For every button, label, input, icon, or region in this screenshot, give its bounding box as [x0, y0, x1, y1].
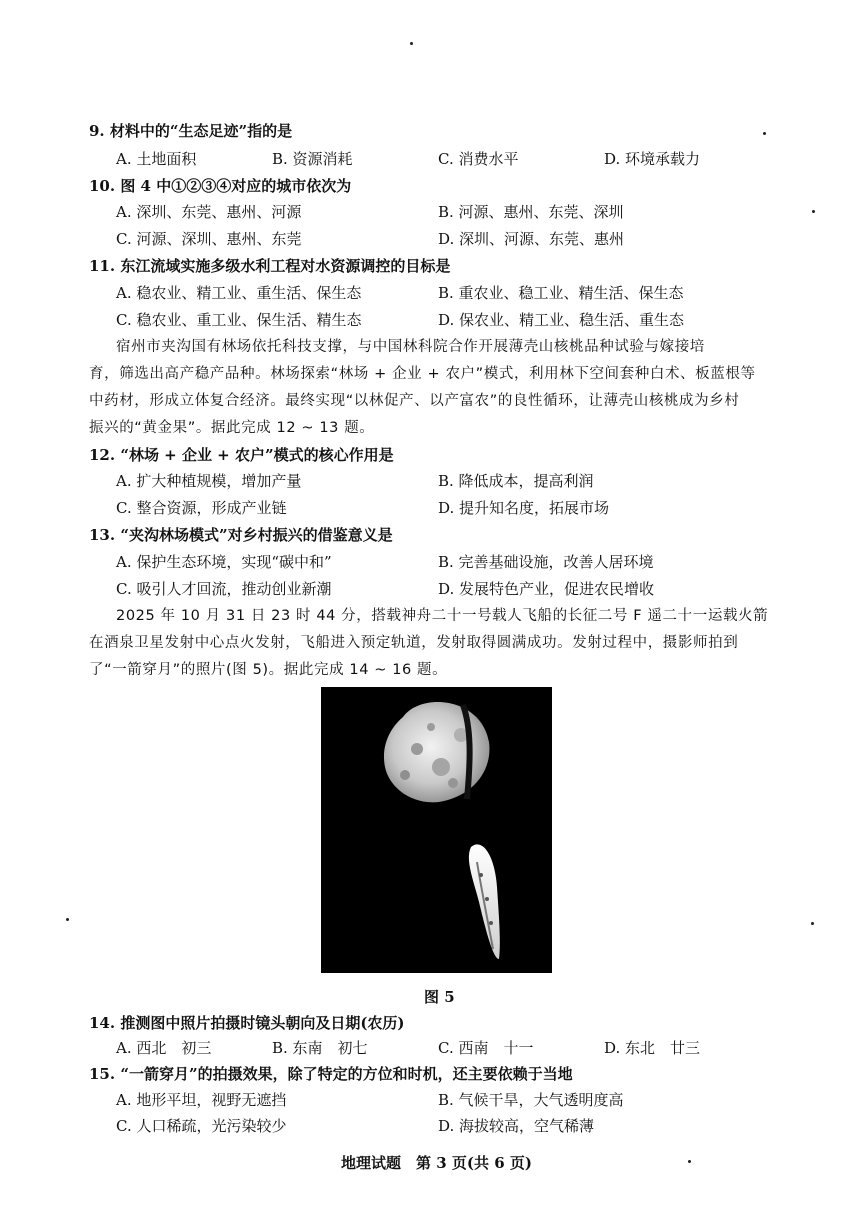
figure-5-caption: 图 5 [424, 988, 455, 1006]
scan-speck [66, 918, 69, 921]
q14-option-c: C. 西南 十一 [438, 1039, 534, 1057]
q15-option-b: B. 气候干旱，大气透明度高 [438, 1091, 624, 1109]
q14-stem: 14. 推测图中照片拍摄时镜头朝向及日期(农历) [89, 1014, 405, 1032]
q9-stem: 9. 材料中的“生态足迹”指的是 [89, 122, 293, 140]
q10-option-b: B. 河源、惠州、东莞、深圳 [438, 203, 624, 221]
q14-option-a: A. 西北 初三 [116, 1039, 212, 1057]
scan-speck [812, 210, 815, 213]
scan-speck [688, 1160, 691, 1163]
q11-option-d: D. 保农业、精工业、稳生活、重生态 [438, 311, 685, 329]
material-1-line-2: 育，筛选出高产稳产品种。林场探索“林场 + 企业 + 农户”模式，利用林下空间套种白术、板蓝根等 [89, 366, 756, 382]
material-2-line-1: 2025 年 10 月 31 日 23 时 44 分，搭载神舟二十一号载人飞船的长征二号 F 遥二十一运载火箭 [116, 608, 769, 624]
q11-option-a: A. 稳农业、精工业、重生活、保生态 [116, 284, 362, 302]
material-1-line-1: 宿州市夹沟国有林场依托科技支撑，与中国林科院合作开展薄壳山核桃品种试验与嫁接培 [116, 339, 705, 355]
moon-rocket-image [321, 687, 552, 973]
q10-option-d: D. 深圳、河源、东莞、惠州 [438, 230, 625, 248]
q15-option-c: C. 人口稀疏，光污染较少 [116, 1117, 287, 1135]
scan-speck [811, 922, 814, 925]
q9-option-c: C. 消费水平 [438, 150, 519, 168]
q15-stem: 15. “一箭穿月”的拍摄效果，除了特定的方位和时机，还主要依赖于当地 [89, 1065, 573, 1083]
q9-option-b: B. 资源消耗 [272, 150, 353, 168]
material-2-line-3: 了“一箭穿月”的照片(图 5)。据此完成 14 ~ 16 题。 [89, 662, 448, 678]
q13-option-b: B. 完善基础设施，改善人居环境 [438, 553, 654, 571]
q14-option-b: B. 东南 初七 [272, 1039, 368, 1057]
q14-option-d: D. 东北 廿三 [604, 1039, 701, 1057]
q13-stem: 13. “夹沟林场模式”对乡村振兴的借鉴意义是 [89, 526, 393, 544]
q12-option-d: D. 提升知名度，拓展市场 [438, 499, 610, 517]
q10-stem: 10. 图 4 中①②③④对应的城市依次为 [89, 177, 352, 195]
material-1-line-4: 振兴的“黄金果”。据此完成 12 ~ 13 题。 [89, 420, 375, 436]
q12-option-c: C. 整合资源，形成产业链 [116, 499, 287, 517]
page-footer: 地理试题 第 3 页(共 6 页) [341, 1154, 532, 1172]
q11-stem: 11. 东江流域实施多级水利工程对水资源调控的目标是 [89, 257, 451, 275]
q13-option-d: D. 发展特色产业，促进农民增收 [438, 580, 655, 598]
q13-option-c: C. 吸引人才回流，推动创业新潮 [116, 580, 332, 598]
q15-option-a: A. 地形平坦，视野无遮挡 [116, 1091, 287, 1109]
q10-option-c: C. 河源、深圳、惠州、东莞 [116, 230, 302, 248]
q9-option-a: A. 土地面积 [116, 150, 197, 168]
scan-speck [410, 42, 413, 45]
q11-option-b: B. 重农业、稳工业、精生活、保生态 [438, 284, 684, 302]
q11-option-c: C. 稳农业、重工业、保生活、精生态 [116, 311, 362, 329]
material-1-line-3: 中药材，形成立体复合经济。最终实现“以林促产、以产富农”的良性循环，让薄壳山核桃成为乡村 [89, 393, 740, 409]
q12-option-b: B. 降低成本，提高利润 [438, 472, 594, 490]
material-2-line-2: 在酒泉卫星发射中心点火发射，飞船进入预定轨道，发射取得圆满成功。发射过程中，摄影师拍到 [89, 635, 739, 651]
q12-option-a: A. 扩大种植规模，增加产量 [116, 472, 302, 490]
q12-stem: 12. “林场 + 企业 + 农户”模式的核心作用是 [89, 446, 394, 464]
q13-option-a: A. 保护生态环境，实现“碳中和” [116, 553, 332, 571]
scan-speck [763, 132, 766, 135]
q9-option-d: D. 环境承载力 [604, 150, 701, 168]
figure-5-photo [321, 687, 552, 973]
q15-option-d: D. 海拔较高，空气稀薄 [438, 1117, 595, 1135]
q10-option-a: A. 深圳、东莞、惠州、河源 [116, 203, 302, 221]
